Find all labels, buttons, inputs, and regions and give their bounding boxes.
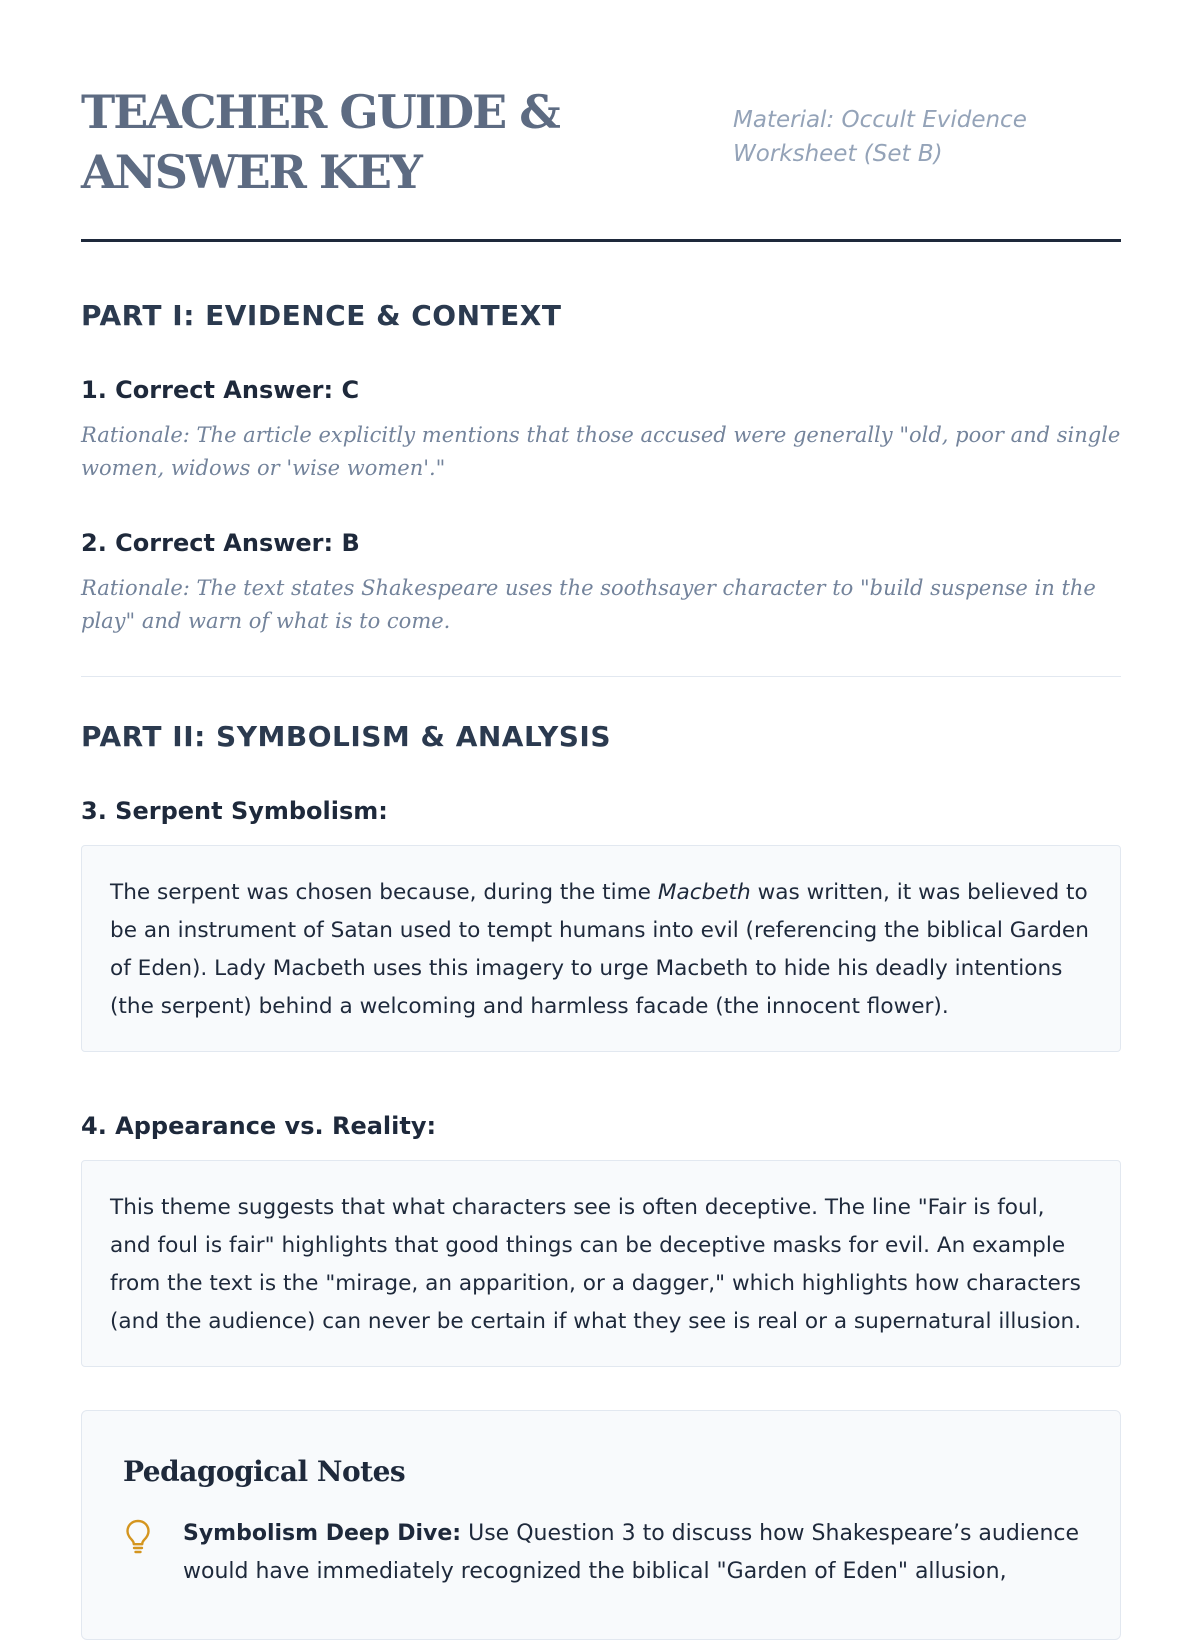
note-item-label: Symbolism Deep Dive: [183,1521,462,1546]
question-2-rationale: Rationale: The text states Shakespeare uses the soothsayer character to "build suspense in the play" and warn of what is to come. [81,576,1096,633]
document-header [81,0,1121,242]
title-line-2: ANSWER KEY [81,145,421,199]
question-3-answer-part-1: The serpent was chosen because, during the time [110,880,658,905]
lightbulb-icon [123,1518,153,1554]
note-item-symbolism [183,1515,1083,1591]
question-2-title: 2. Correct Answer: B [81,529,360,557]
question-1-rationale: Rationale: The article explicitly mentions that those accused were generally "old, poor and single women, widows or 'wise women'." [81,423,1121,480]
macbeth-title-emphasis: Macbeth [657,880,751,905]
question-4-answer-box: This theme suggests that what characters see is often deceptive. The line "Fair is foul, and foul is fair" highlights that good things can be deceptive masks for evil. An example from the text is the "mirage, an apparition, or a dagger," which highlights how characters (and the audience) can never be certain if what they see is real or a supernatural illusion. [81,1160,1121,1367]
notes-title: Pedagogical Notes [123,1455,406,1488]
material-reference: Material: Occult Evidence Worksheet (Set B) [733,107,1027,167]
question-3-answer-box [81,845,1121,1052]
part-2-title: PART II: SYMBOLISM & ANALYSIS [81,720,611,753]
title-line-1: TEACHER GUIDE & [81,85,559,139]
note-item-text: Use Question 3 to discuss how Shakespeare’s audience would have immediately recognized the biblical "Garden of Eden" allusion, [183,1521,1080,1584]
document-title [81,82,601,202]
part-1-title: PART I: EVIDENCE & CONTEXT [81,299,562,332]
question-3-title: 3. Serpent Symbolism: [81,797,388,825]
question-3-answer-part-2: was written, it was believed to be an instrument of Satan used to tempt humans into evil (referencing the biblical Garden of Eden). Lady Macbeth uses this imagery to urge Macbeth to hide his deadly intentions (the serpent) behind a welcoming and harmless facade (the innocent flower). [110,880,1089,1019]
pedagogical-notes-box [81,1410,1121,1640]
section-divider [81,676,1121,677]
question-1-title: 1. Correct Answer: C [81,376,360,404]
answer-key-page [81,0,1121,1584]
question-4-title: 4. Appearance vs. Reality: [81,1112,437,1140]
